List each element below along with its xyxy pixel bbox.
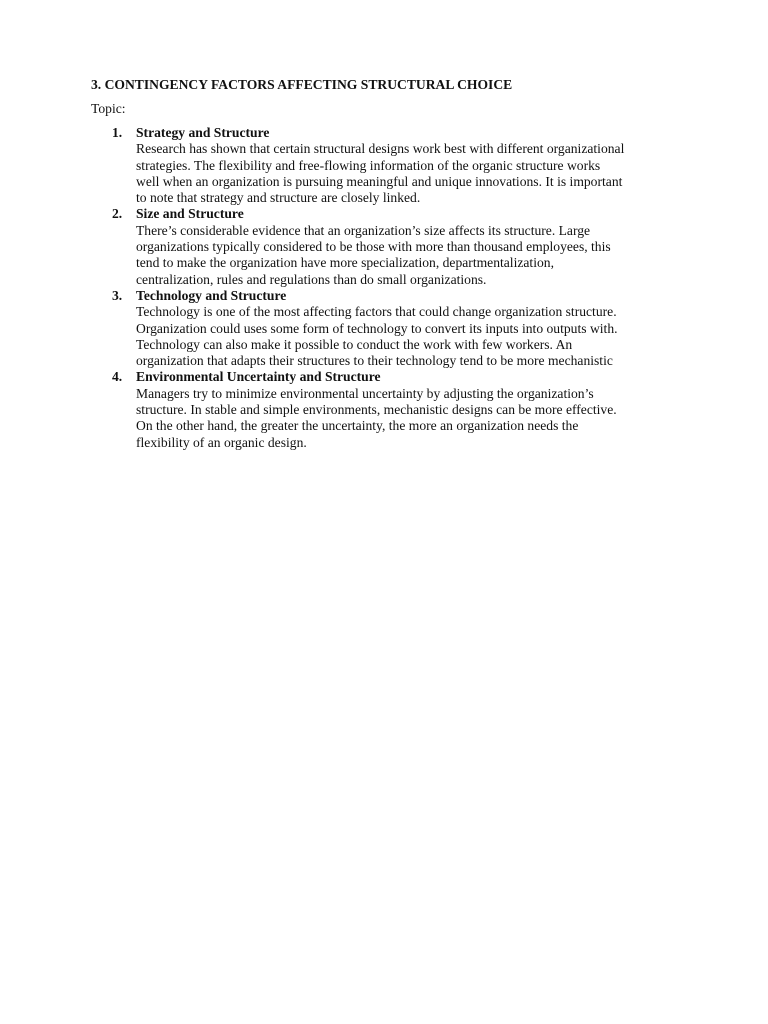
paragraph-line: Technology can also make it possible to conduct the work with few workers. An [136,336,573,352]
list-item-environment [112,369,692,450]
paragraph-line: to note that strategy and structure are closely linked. [136,190,421,206]
list-item-number: 2. [112,206,123,222]
paragraph-line: flexibility of an organic design. [136,434,307,450]
paragraph-line: Research has shown that certain structural designs work best with different organizational [136,141,625,157]
list-item-strategy [112,125,692,206]
paragraph-line: structure. In stable and simple environments, mechanistic designs can be more effective. [136,402,617,418]
paragraph-line: Organization could uses some form of technology to convert its inputs into outputs with. [136,320,618,336]
list-item-number: 4. [112,369,123,385]
paragraph-line: well when an organization is pursuing meaningful and unique innovations. It is important [136,173,623,189]
paragraph-line: There’s considerable evidence that an organization’s size affects its structure. Large [136,222,591,238]
list-item-number: 1. [112,125,123,140]
list-item-number: 3. [112,287,123,303]
list-item-size [112,206,692,287]
paragraph-line: Managers try to minimize environmental uncertainty by adjusting the organization’s [136,385,594,401]
paragraph-line: strategies. The flexibility and free-flowing information of the organic structure works [136,157,601,173]
list-item-title: Environmental Uncertainty and Structure [136,369,381,385]
paragraph-line: On the other hand, the greater the uncertainty, the more an organization needs the [136,418,579,434]
list-item-title: Size and Structure [136,206,244,222]
paragraph-line: centralization, rules and regulations than do small organizations. [136,271,487,287]
paragraph-line: organizations typically considered to be those with more than thousand employees, this [136,239,611,255]
paragraph-line: Technology is one of the most affecting factors that could change organization structure. [136,304,617,320]
paragraph-line: tend to make the organization have more specialization, departmentalization, [136,255,554,271]
list-item-title: Strategy and Structure [136,125,270,140]
numbered-list [112,125,692,451]
topic-label: Topic: [91,101,126,116]
section-heading: 3. CONTINGENCY FACTORS AFFECTING STRUCTURAL CHOICE [91,77,513,92]
paragraph-line: organization that adapts their structures to their technology tend to be more mechanistic [136,353,613,369]
list-item-technology [112,288,692,369]
list-item-title: Technology and Structure [136,287,287,303]
